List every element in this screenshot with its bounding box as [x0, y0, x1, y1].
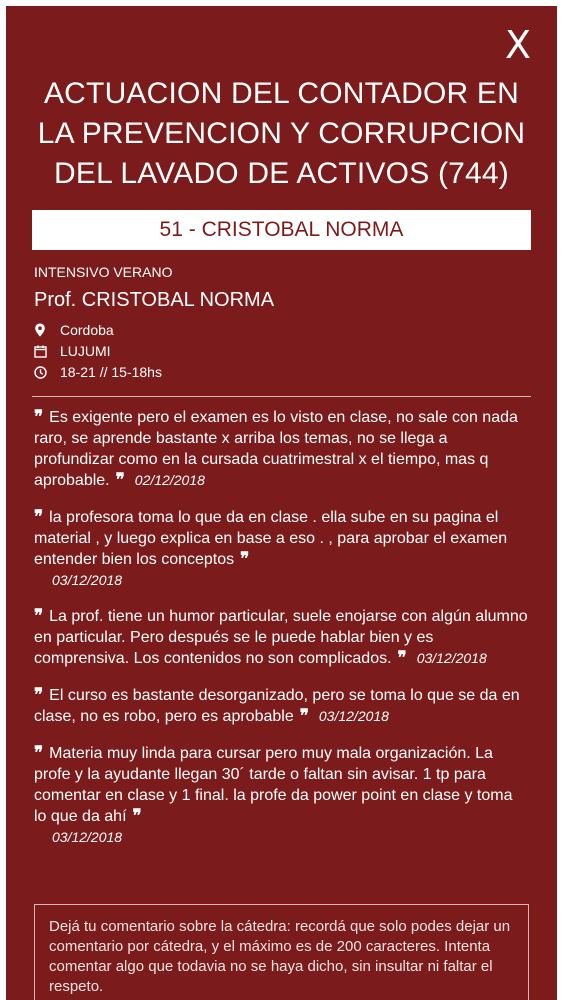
comment-text: la profesora toma lo que da en clase . ella sube en su pagina el material , y luego explica en base a eso . , para aprobar el examen entender bien los conceptos [34, 509, 508, 568]
days-text: LUJUMI [60, 343, 111, 359]
comment-input[interactable]: Dejá tu comentario sobre la cátedra: recordá que solo podes dejar un comentario por cátedra, y el máximo es de 200 caracteres. Intenta comentar algo que todavia no se haya dicho, sin insultar ni faltar el respeto. [34, 904, 529, 1000]
comment-text: La prof. tiene un humor particular, suele enojarse con algún alumno en particular. Pero después se le puede hablar bien y es comprensiva. Los contenidos no son complicados. [34, 608, 528, 667]
quote-open-icon: ❞ [34, 507, 44, 527]
schedule-text: 18-21 // 15-18hs [60, 364, 162, 380]
comment-date: 03/12/2018 [52, 829, 123, 845]
comment-text: El curso es bastante desorganizado, pero se toma lo que se da en clase, no es robo, pero es aprobable [34, 687, 520, 725]
comment-item [34, 606, 529, 669]
location-text: Cordoba [60, 322, 114, 338]
quote-open-icon: ❞ [34, 407, 44, 427]
location-pin-icon [34, 323, 60, 337]
quote-close-icon: ❞ [240, 549, 250, 569]
comment-item [34, 743, 529, 847]
clock-icon [34, 366, 60, 379]
quote-close-icon: ❞ [397, 648, 407, 668]
close-button[interactable]: X [504, 23, 531, 67]
comment-date: 03/12/2018 [416, 650, 487, 666]
quote-open-icon: ❞ [34, 743, 44, 763]
quote-close-icon: ❞ [115, 470, 125, 490]
course-detail-panel [6, 6, 557, 1000]
schedule-row [34, 362, 529, 382]
comment-date: 02/12/2018 [134, 472, 205, 488]
subject-title: ACTUACION DEL CONTADOR EN LA PREVENCION Y CORRUPCION DEL LAVADO DE ACTIVOS (744) [37, 77, 526, 190]
quote-close-icon: ❞ [132, 806, 142, 826]
quote-open-icon: ❞ [34, 606, 44, 626]
course-details [6, 250, 557, 382]
professor-name: Prof. CRISTOBAL NORMA [34, 289, 275, 311]
info-list [34, 320, 529, 382]
calendar-icon [34, 345, 60, 358]
comment-item [34, 507, 529, 590]
comments-list [6, 397, 557, 847]
quote-close-icon: ❞ [299, 706, 309, 726]
comment-date: 03/12/2018 [318, 708, 389, 724]
quote-open-icon: ❞ [34, 685, 44, 705]
comment-item [34, 685, 529, 727]
comment-text: Materia muy linda para cursar pero muy mala organización. La profe y la ayudante llegan 30´ tarde o faltan sin avisar. 1 tp para comentar en clase y 1 final. la profe da power point en clase y toma lo que da ahí [34, 745, 513, 825]
location-row [34, 320, 529, 340]
course-name-box: 51 - CRISTOBAL NORMA [32, 210, 531, 250]
comment-item [34, 407, 529, 491]
comment-text: Es exigente pero el examen es lo visto en clase, no sale con nada raro, se aprende bastante x arriba los temas, no se llega a profundizar como en la cursada cuatrimestral x el tiempo, mas q aprobable. [34, 409, 518, 489]
days-row [34, 341, 529, 361]
comment-date: 03/12/2018 [52, 572, 123, 588]
modality-label: INTENSIVO VERANO [34, 264, 173, 280]
